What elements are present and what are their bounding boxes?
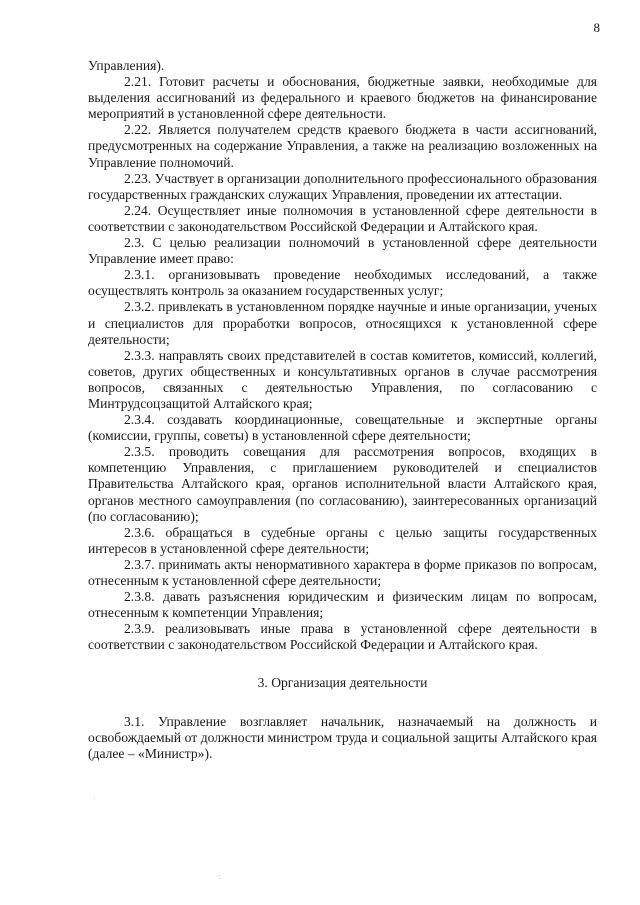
page-number: 8 [593,20,600,35]
paragraph-2-3-7: 2.3.7. принимать акты ненормативного характера в форме приказов по вопросам, отнесенным к установленной сфере деятельности; [88,556,597,588]
paragraph-2-3: 2.3. С целью реализации полномочий в установленной сфере деятельности Управление имеет право: [88,235,597,267]
paragraph-2-22: 2.22. Является получателем средств краевого бюджета в части ассигнований, предусмотренных на содержание Управления, а также на реализацию возложенных на Управление полномочий. [88,122,597,170]
paragraph-3-1: 3.1. Управление возглавляет начальник, назначаемый на должность и освобождаемый от должности министром труда и социальной защиты Алтайского края (далее – «Министр»). [88,713,597,761]
scan-speck: ·: [216,872,221,881]
paragraph-2-3-4: 2.3.4. создавать координационные, совещательные и экспертные органы (комиссии, группы, советы) в установленной сфере деятельности; [88,412,597,444]
paragraph-2-23: 2.23. Участвует в организации дополнительного профессионального образования государственных гражданских служащих Управления, проведении их аттестации. [88,170,597,202]
paragraph-2-3-1: 2.3.1. организовывать проведение необходимых исследований, а также осуществлять контроль за оказанием государственных услуг; [88,267,597,299]
paragraph-2-3-6: 2.3.6. обращаться в судебные органы с целью защиты государственных интересов в установленной сфере деятельности; [88,524,597,556]
paragraph-2-3-8: 2.3.8. давать разъяснения юридическим и физическим лицам по вопросам, отнесенным к компетенции Управления; [88,589,597,621]
scan-speck: ' [94,796,96,805]
paragraph-2-3-2: 2.3.2. привлекать в установленном порядке научные и иные организации, ученых и специалистов для проработки вопросов, относящихся к установленной сфере деятельности; [88,299,597,347]
paragraph-2-3-3: 2.3.3. направлять своих представителей в состав комитетов, комиссий, коллегий, советов, других общественных и консультативных органов в случае рассмотрения вопросов, связанных с деятельностью Управления, по согласованию с Минтрудсоцзащитой Алтайского края; [88,347,597,411]
paragraph-continuation: Управления). [88,58,165,73]
paragraph-2-3-5: 2.3.5. проводить совещания для рассмотрения вопросов, входящих в компетенцию Управления, с приглашением руководителей и специалистов Правительства Алтайского края, органов исполнительной власти Алтайского края, органов местного самоуправления (по согласованию), заинтересованных организаций (по согласованию); [88,444,597,524]
paragraph-2-21: 2.21. Готовит расчеты и обоснования, бюджетные заявки, необходимые для выделения ассигнований из федерального и краевого бюджетов на финансирование мероприятий в установленной сфере деятельности. [88,74,597,122]
document-body [88,58,597,762]
paragraph-2-24: 2.24. Осуществляет иные полномочия в установленной сфере деятельности в соответствии с законодательством Российской Федерации и Алтайского края. [88,202,597,234]
section-heading: 3. Организация деятельности [257,675,428,691]
paragraph-2-3-9: 2.3.9. реализовывать иные права в установленной сфере деятельности в соответствии с законодательством Российской Федерации и Алтайского края. [88,621,597,653]
